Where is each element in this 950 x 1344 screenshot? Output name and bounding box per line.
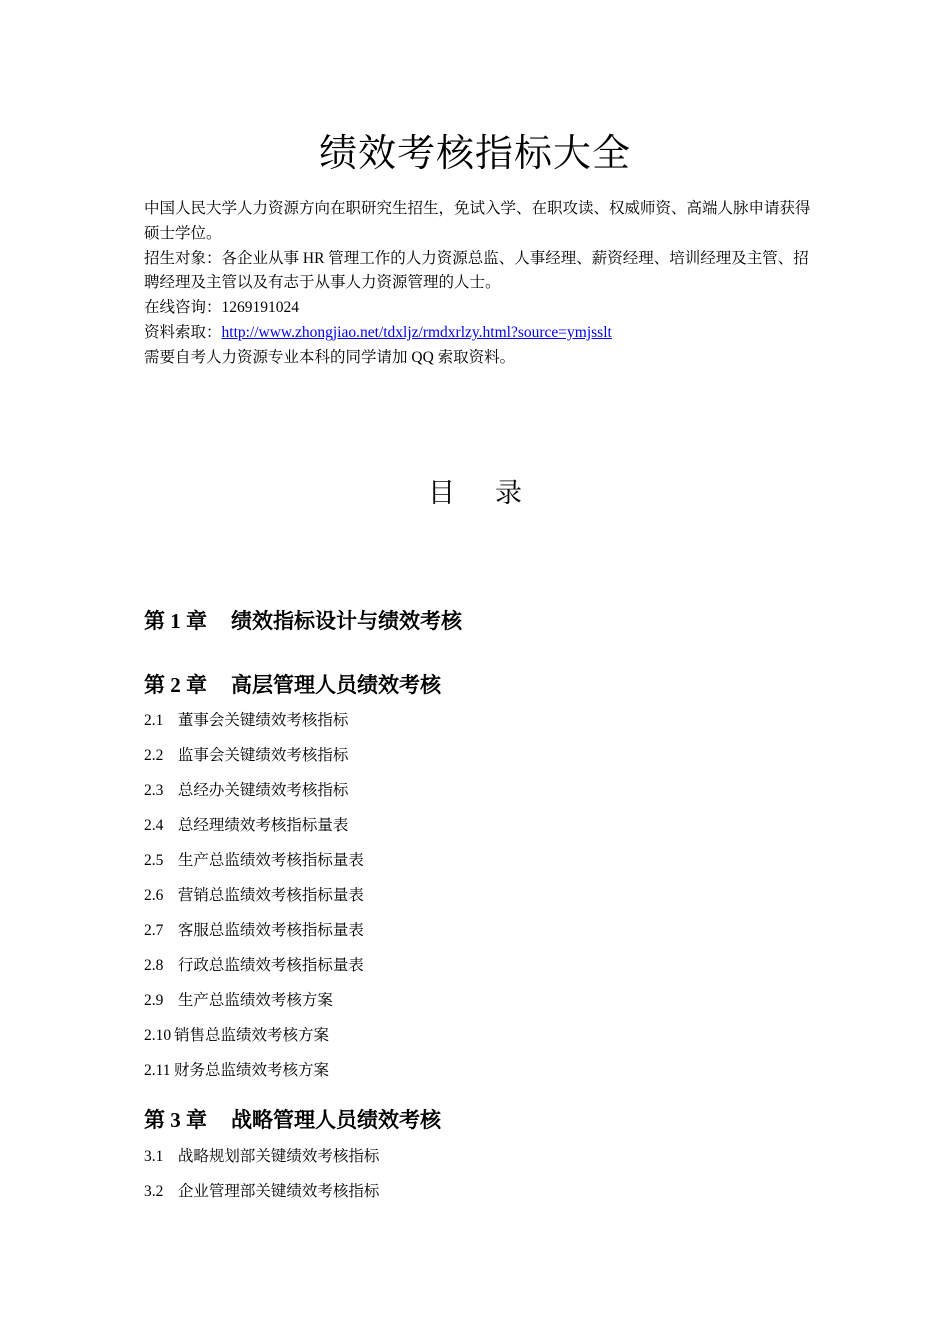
toc-entry[interactable] xyxy=(144,1025,329,1047)
entry-number: 2.1 xyxy=(144,712,164,729)
toc-entry[interactable] xyxy=(144,745,348,767)
toc-entry[interactable] xyxy=(144,885,364,907)
entry-number: 2.2 xyxy=(144,747,164,764)
toc-chapter-3[interactable] xyxy=(144,1105,441,1135)
toc-entry[interactable] xyxy=(144,920,364,942)
entry-number: 3.1 xyxy=(144,1148,164,1165)
entry-title: 监事会关键绩效考核指标 xyxy=(177,747,349,764)
entry-number: 2.6 xyxy=(144,887,164,904)
toc-entry[interactable] xyxy=(144,815,348,837)
entry-number: 2.4 xyxy=(144,817,164,834)
material-link[interactable]: http://www.zhongjiao.net/tdxljz/rmdxrlzy.html?source=ymjsslt xyxy=(221,323,612,341)
toc-entry[interactable] xyxy=(144,850,364,872)
toc-heading-char-1: 目 xyxy=(428,478,455,509)
entry-title: 销售总监绩效考核方案 xyxy=(174,1027,330,1044)
entry-title: 总经办关键绩效考核指标 xyxy=(177,782,349,799)
intro-line-qq: 需要自考人力资源专业本科的同学请加 QQ 索取资料。 xyxy=(144,348,516,366)
intro-line-audience: 招生对象：各企业从事 HR 管理工作的人力资源总监、人事经理、薪资经理、培训经理及主管、招聘经理及主管以及有志于从事人力资源管理的人士。 xyxy=(144,249,809,292)
entry-title: 董事会关键绩效考核指标 xyxy=(177,712,349,729)
document-title: 绩效考核指标大全 xyxy=(318,131,631,175)
chapter-title: 战略管理人员绩效考核 xyxy=(231,1108,441,1132)
intro-line-program: 中国人民大学人力资源方向在职研究生招生，免试入学、在职攻读、权威师资、高端人脉申请获得硕士学位。 xyxy=(144,200,811,242)
entry-title: 营销总监绩效考核指标量表 xyxy=(177,887,364,904)
entry-title: 生产总监绩效考核方案 xyxy=(177,992,333,1009)
toc-entry[interactable] xyxy=(144,710,348,732)
entry-number: 2.8 xyxy=(144,957,164,974)
entry-title: 总经理绩效考核指标量表 xyxy=(177,817,349,834)
entry-number: 2.9 xyxy=(144,992,164,1009)
chapter-number: 第 2 章 xyxy=(144,673,207,697)
entry-number: 2.3 xyxy=(144,782,164,799)
intro-block xyxy=(144,197,812,371)
consult-label: 在线咨询： xyxy=(144,299,222,317)
toc-heading xyxy=(0,474,950,514)
chapter-number: 第 3 章 xyxy=(144,1108,207,1132)
toc-entry[interactable] xyxy=(144,955,364,977)
entry-number: 2.11 xyxy=(144,1062,171,1079)
entry-title: 企业管理部关键绩效考核指标 xyxy=(177,1183,380,1200)
entry-number: 2.5 xyxy=(144,852,164,869)
chapter-title: 高层管理人员绩效考核 xyxy=(231,673,441,697)
entry-number: 2.10 xyxy=(144,1027,172,1044)
entry-title: 财务总监绩效考核方案 xyxy=(174,1062,330,1079)
toc-entry[interactable] xyxy=(144,1060,329,1082)
entry-number: 2.7 xyxy=(144,922,164,939)
consult-number: 1269191024 xyxy=(221,299,300,317)
intro-line-material xyxy=(144,321,812,346)
toc-heading-char-2: 录 xyxy=(495,478,522,509)
toc-entry[interactable] xyxy=(144,1146,379,1168)
toc-chapter-1[interactable] xyxy=(144,606,462,636)
intro-line-consult xyxy=(144,296,812,321)
chapter-title: 绩效指标设计与绩效考核 xyxy=(231,609,462,633)
entry-title: 客服总监绩效考核指标量表 xyxy=(177,922,364,939)
entry-title: 生产总监绩效考核指标量表 xyxy=(177,852,364,869)
entry-number: 3.2 xyxy=(144,1183,164,1200)
toc-entry[interactable] xyxy=(144,990,333,1012)
material-label: 资料索取： xyxy=(144,323,222,341)
toc-entry[interactable] xyxy=(144,780,348,802)
toc-chapter-2[interactable] xyxy=(144,670,441,700)
toc-entry[interactable] xyxy=(144,1181,379,1203)
chapter-number: 第 1 章 xyxy=(144,609,207,633)
entry-title: 行政总监绩效考核指标量表 xyxy=(177,957,364,974)
entry-title: 战略规划部关键绩效考核指标 xyxy=(177,1148,380,1165)
